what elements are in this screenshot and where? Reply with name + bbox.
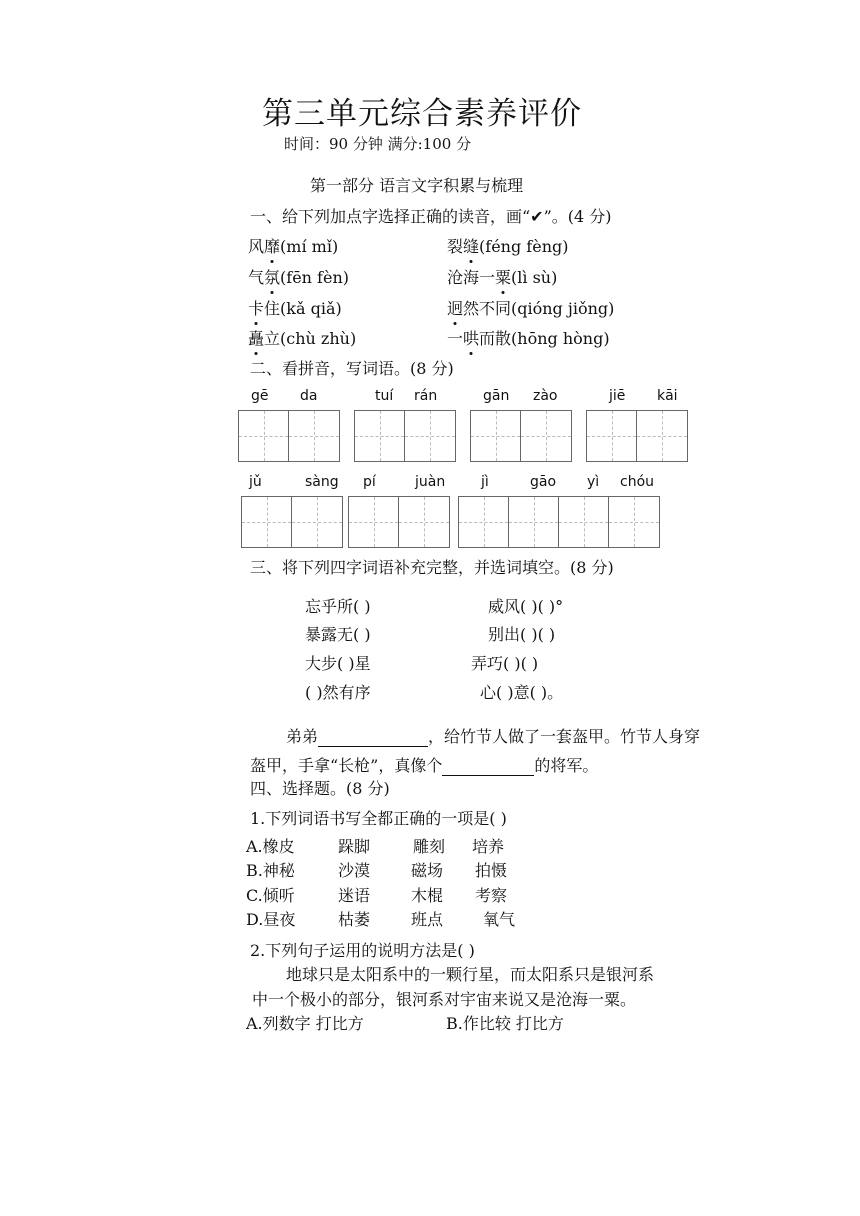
q1-item: 矗立(chù zhù) [248,326,356,349]
idiom-blank[interactable]: 心( )意( )。 [480,683,564,702]
part-title: 第一部分 语言文字积累与梳理 [310,176,524,195]
q1-item: 风靡(mí mǐ) [248,234,338,257]
q1-item: 迥然不同(qióng jiǒng) [447,296,614,319]
choice-option[interactable]: C.倾听 [246,886,295,905]
exam-meta: 时间：90 分钟 满分:100 分 [284,135,472,153]
pinyin: tuí [375,388,394,404]
choice-word: 雕刻 [413,837,446,856]
pinyin: gān [483,388,510,404]
writing-grid[interactable] [241,496,343,548]
q1-item: 沧海一粟(lì sù) [447,265,557,288]
choice-option[interactable]: B.神秘 [246,861,295,880]
pinyin: yì [587,474,600,490]
choice-option[interactable]: A.列数字 打比方 [246,1014,364,1033]
writing-grid[interactable] [238,410,340,462]
writing-grid[interactable] [586,410,688,462]
fill-blank[interactable] [318,746,428,747]
idiom-blank[interactable]: ( )然有序 [305,683,371,702]
passage-line: 中一个极小的部分，银河系对宇宙来说又是沧海一粟。 [252,990,637,1009]
pinyin: da [300,388,318,404]
choice-word: 拍慑 [475,861,508,880]
q1-title: 一、给下列加点字选择正确的读音，画“✔”。(4 分) [250,207,612,226]
choice-word: 跺脚 [338,837,371,856]
choice-word: 培养 [472,837,505,856]
pinyin: gāo [530,474,557,490]
idiom-blank[interactable]: 大步( )星 [305,654,371,673]
fill-sentence: 弟弟 ，给竹节人做了一套盔甲。竹节人身穿 [286,727,701,746]
pinyin: chóu [620,474,655,490]
idiom-blank[interactable]: 弄巧( )( ) [471,654,539,673]
q1-item: 一哄而散(hōng hòng) [447,326,610,349]
pinyin: rán [414,388,438,404]
choice-word: 磁场 [411,861,444,880]
pinyin: kāi [657,388,678,404]
choice-word: 班点 [411,910,444,929]
q1-item: 气氛(fēn fèn) [248,265,349,288]
choice-word: 迷语 [338,886,371,905]
choice-option[interactable]: B.作比较 打比方 [446,1014,564,1033]
writing-grid[interactable] [470,410,572,462]
writing-grid[interactable] [458,496,660,548]
pinyin: gē [251,388,269,404]
writing-grid[interactable] [354,410,456,462]
q2-title: 二、看拼音，写词语。(8 分) [250,359,454,378]
pinyin: jǔ [249,474,262,490]
page-title: 第三单元综合素养评价 [262,96,582,132]
pinyin: jì [481,474,489,490]
q1-item: 裂缝(féng fèng) [447,234,568,257]
fill-sentence: 盔甲，手拿“长枪”，真像个 的将军。 [250,756,599,775]
idiom-blank[interactable]: 暴露无( ) [305,625,371,644]
choice-word: 氧气 [483,910,516,929]
idiom-blank[interactable]: 忘乎所( ) [305,597,371,616]
choice-word: 考察 [475,886,508,905]
writing-grid[interactable] [348,496,450,548]
pinyin: pí [363,474,376,490]
choice-word: 木棍 [411,886,444,905]
choice-word: 枯萎 [338,910,371,929]
passage-line: 地球只是太阳系中的一颗行星，而太阳系只是银河系 [286,965,655,984]
pinyin: jiē [609,388,626,404]
pinyin: sàng [305,474,339,490]
fill-blank[interactable] [442,775,534,776]
choice-option[interactable]: A.橡皮 [246,837,295,856]
q4-title: 四、选择题。(8 分) [250,779,390,798]
idiom-blank[interactable]: 威风( )( )° [488,597,564,616]
pinyin: juàn [415,474,446,490]
q1-item: 卡住(kǎ qiǎ) [248,296,342,319]
idiom-blank[interactable]: 别出( )( ) [488,625,556,644]
q4-question-1: 1.下列词语书写全都正确的一项是( ) [250,809,507,828]
q4-question-2: 2.下列句子运用的说明方法是( ) [250,941,475,960]
pinyin: zào [533,388,558,404]
choice-word: 沙漠 [338,861,371,880]
q3-title: 三、将下列四字词语补充完整，并选词填空。(8 分) [250,558,614,577]
choice-option[interactable]: D.昼夜 [246,910,296,929]
